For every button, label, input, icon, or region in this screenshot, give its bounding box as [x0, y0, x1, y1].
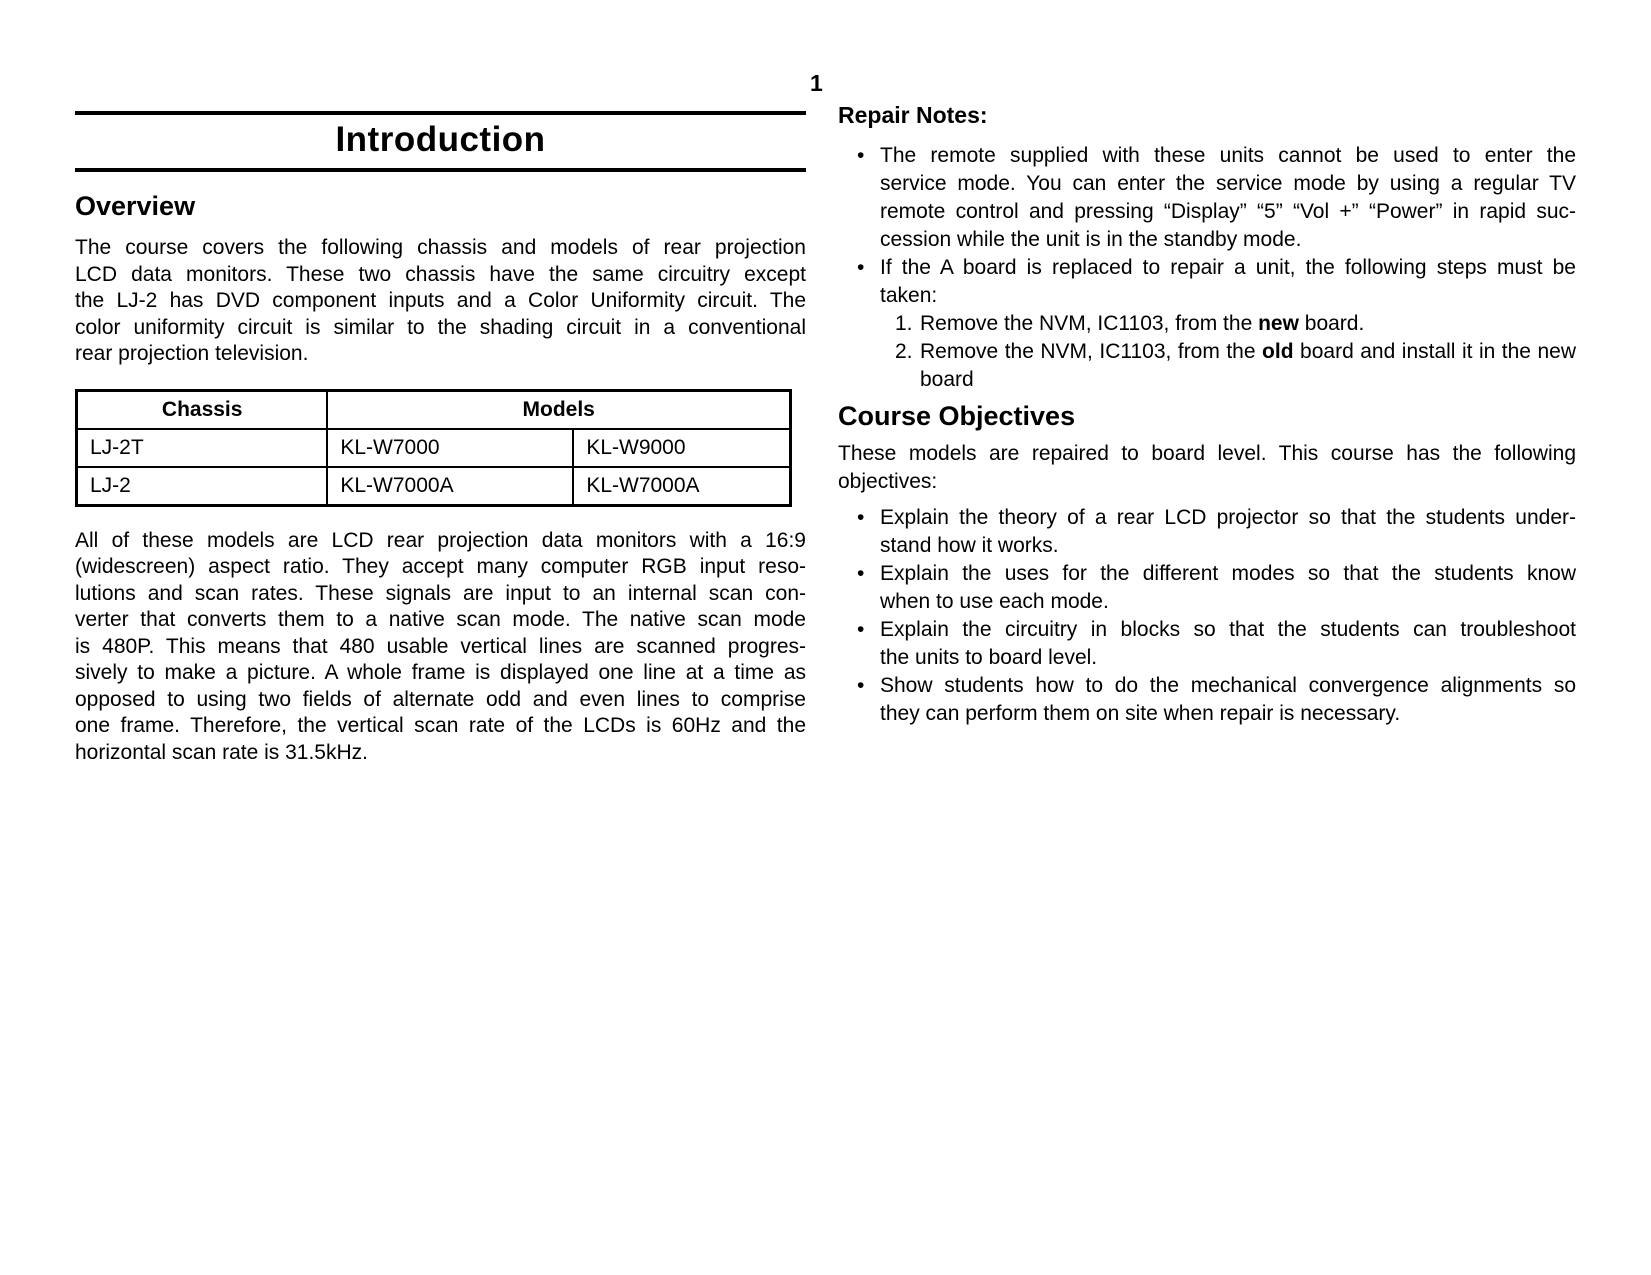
text-line: Explain the circuitry in blocks so that the students can troubleshoot	[880, 618, 1576, 641]
chassis-models-table	[75, 389, 792, 507]
objective-item	[838, 672, 1576, 728]
step-text	[920, 338, 1576, 394]
objective-item	[838, 616, 1576, 672]
text-line: horizontal scan rate is 31.5kHz.	[75, 740, 368, 764]
text-line: lutions and scan rates. These signals are input to an internal scan con-	[75, 581, 806, 605]
left-column	[75, 111, 806, 766]
text-line: The course covers the following chassis and models of rear projection	[75, 236, 806, 259]
table-cell-model: KL-W9000	[573, 429, 790, 467]
table-row	[77, 429, 791, 467]
repair-notes-heading: Repair Notes:	[838, 102, 988, 128]
text-line: opposed to using two fields of alternate odd and even lines to comprise	[75, 687, 806, 711]
text-line: when to use each mode.	[880, 590, 1109, 613]
step-text-pre: Remove the NVM, IC1103, from the	[920, 340, 1263, 363]
table-header-row	[77, 390, 791, 429]
repair-note-text	[880, 254, 1576, 310]
step-text-post: board and install it in the new board	[920, 340, 1576, 391]
objective-item	[838, 560, 1576, 616]
step-text-bold: new	[1258, 312, 1299, 335]
bullet-icon: •	[857, 674, 865, 697]
text-line: These models are repaired to board level. This course has the following	[838, 442, 1576, 465]
text-line: remote control and pressing “Display” “5” “Vol +” “Power” in rapid suc-	[880, 200, 1576, 223]
text-line: The remote supplied with these units cannot be used to enter the	[880, 144, 1576, 167]
text-line: sively to make a picture. A whole frame is displayed one line at a time as	[75, 661, 806, 684]
bullet-icon: •	[857, 562, 865, 585]
text-line: cession while the unit is in the standby mode.	[880, 228, 1302, 251]
repair-note-item	[838, 254, 1576, 310]
page-title: Introduction	[335, 120, 546, 159]
objective-text	[880, 560, 1576, 616]
objective-text	[880, 672, 1576, 728]
bullet-icon: •	[857, 506, 865, 529]
models-paragraph	[75, 528, 806, 767]
bullet-icon: •	[857, 144, 865, 167]
text-line: service mode. You can enter the service mode by using a regular TV	[880, 172, 1576, 195]
text-line: stand how it works.	[880, 534, 1059, 557]
text-line: the LJ-2 has DVD component inputs and a Color Uniformity circuit. The	[75, 289, 806, 312]
step-text-post: board.	[1298, 312, 1365, 335]
text-line: they can perform them on site when repair is necessary.	[880, 702, 1401, 725]
table-header-models: Models	[327, 390, 790, 429]
step-text-bold: old	[1262, 340, 1294, 363]
bullet-icon: •	[857, 618, 865, 641]
repair-step	[838, 310, 1576, 338]
objective-text	[880, 504, 1576, 560]
text-line: is 480P. This means that 480 usable vertical lines are scanned progres-	[75, 634, 806, 658]
page-number: 1	[810, 70, 823, 96]
text-line: LCD data monitors. These two chassis have the same circuitry except	[75, 262, 806, 286]
table-cell-model: KL-W7000	[327, 429, 573, 467]
right-column	[838, 101, 1576, 728]
text-line: taken:	[880, 284, 938, 307]
objective-item	[838, 504, 1576, 560]
step-text-pre: Remove the NVM, IC1103, from the	[920, 312, 1259, 335]
bullet-icon: •	[857, 256, 865, 279]
step-number: 1.	[895, 312, 913, 335]
repair-note-item	[838, 142, 1576, 254]
text-line: objectives:	[838, 470, 938, 493]
text-line: rear projection television.	[75, 342, 309, 365]
step-text	[920, 310, 1576, 338]
table-header-chassis: Chassis	[77, 390, 328, 429]
repair-note-text	[880, 142, 1576, 254]
text-line: All of these models are LCD rear projection data monitors with a 16:9	[75, 528, 806, 552]
objective-text	[880, 616, 1576, 672]
course-objectives-heading: Course Objectives	[838, 401, 1076, 431]
table-cell-model: KL-W7000A	[327, 467, 573, 506]
text-line: If the A board is replaced to repair a unit, the following steps must be	[880, 256, 1576, 279]
step-number: 2.	[895, 340, 913, 363]
text-line: the units to board level.	[880, 646, 1098, 669]
table-cell-chassis: LJ-2	[77, 467, 328, 506]
overview-paragraph	[75, 235, 806, 368]
repair-step	[838, 338, 1576, 394]
text-line: (widescreen) aspect ratio. They accept many computer RGB input reso-	[75, 555, 806, 578]
text-line: Show students how to do the mechanical convergence alignments so	[880, 674, 1576, 697]
table-cell-chassis: LJ-2T	[77, 429, 328, 467]
text-line: verter that converts them to a native scan mode. The native scan mode	[75, 608, 806, 631]
table-row	[77, 467, 791, 506]
table-cell-model: KL-W7000A	[573, 467, 790, 506]
text-line: color uniformity circuit is similar to the shading circuit in a conventional	[75, 315, 806, 339]
intro-title-block	[75, 111, 806, 172]
overview-heading: Overview	[75, 191, 196, 221]
text-line: Explain the uses for the different modes so that the students know	[880, 562, 1576, 585]
course-objectives-list	[838, 504, 1576, 728]
text-line: one frame. Therefore, the vertical scan rate of the LCDs is 60Hz and the	[75, 714, 806, 737]
objectives-intro	[838, 440, 1576, 496]
text-line: Explain the theory of a rear LCD projector so that the students under-	[880, 506, 1576, 529]
